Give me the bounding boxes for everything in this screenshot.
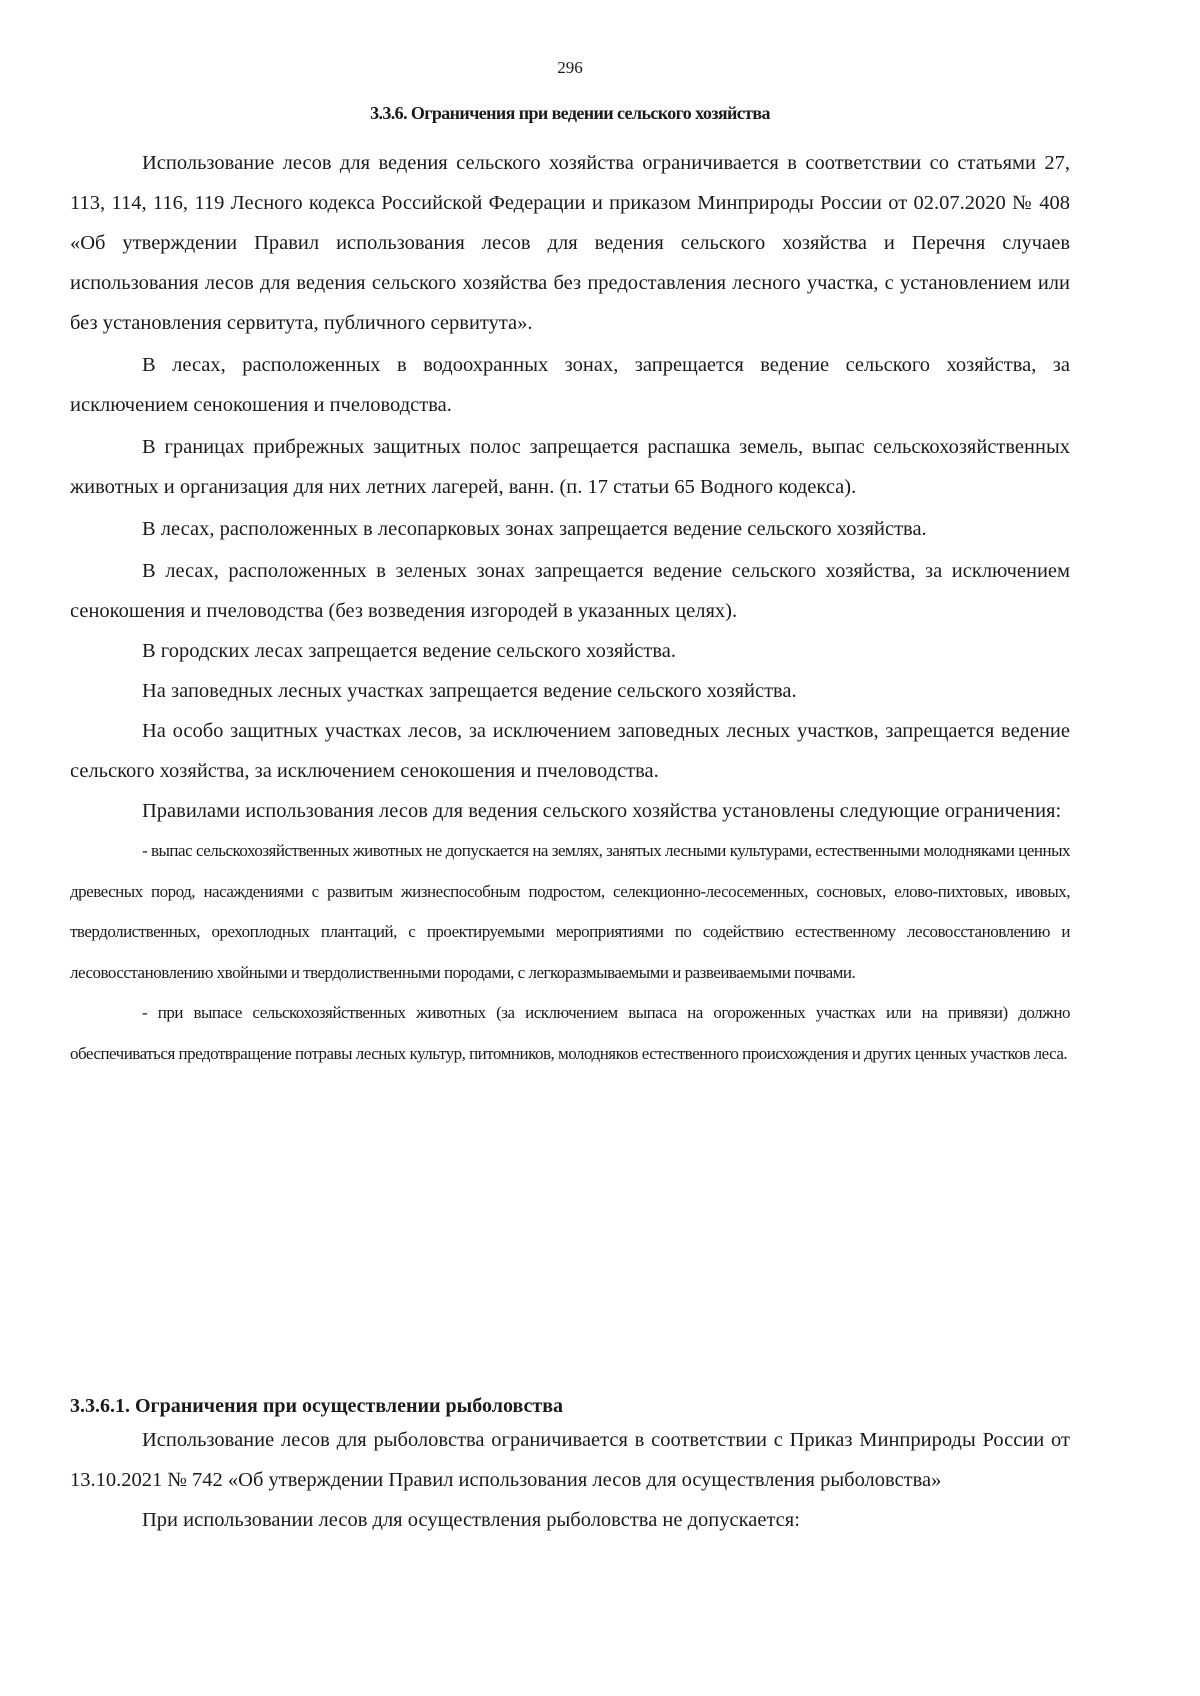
- section-body: [70, 143, 1070, 1074]
- page-number: 296: [557, 58, 583, 77]
- paragraph: В лесах, расположенных в зеленых зонах запрещается ведение сельского хозяйства, за исключением сенокошения и пчеловодства (без возведения изгородей в указанных целях).: [70, 560, 1070, 622]
- list-item: - выпас сельскохозяйственных животных не допускается на землях, занятых лесными культурами, естественными молодняками ценных древесных пород, насаждениями с развитым жизнеспособным подростом, селекционно-лесосеменных, сосновых, елово-пихтовых, ивовых, твердолиственных, орехоплодных плантаций, с проектируемыми мероприятиями по содействию естественному лесовосстановлению и лесовосстановлению хвойными и твердолиственными породами, с легкоразмываемыми и развеиваемыми почвами.: [70, 841, 1070, 982]
- paragraph: Использование лесов для ведения сельского хозяйства ограничивается в соответствии со статьями 27, 113, 114, 116, 119 Лесного кодекса Российской Федерации и приказом Минприроды России от 02.07.2020 № 408 «Об утверждении Правил использования лесов для ведения сельского хозяйства и Перечня случаев использования лесов для ведения сельского хозяйства без предоставления лесного участка, с установлением или без установления сервитута, публичного сервитута».: [70, 152, 1070, 334]
- paragraph: Правилами использования лесов для ведения сельского хозяйства установлены следующие ограничения:: [142, 800, 1062, 822]
- list-item: - при выпасе сельскохозяйственных животных (за исключением выпаса на огороженных участках или на привязи) должно обеспечиваться предотвращение потравы лесных культур, питомников, молодняков естественного происхождения и других ценных участков леса.: [70, 1003, 1070, 1063]
- document-page: [70, 0, 1070, 1696]
- paragraph: В городских лесах запрещается ведение сельского хозяйства.: [142, 640, 677, 662]
- paragraph: На особо защитных участках лесов, за исключением заповедных лесных участков, запрещается ведение сельского хозяйства, за исключением сенокошения и пчеловодства.: [70, 720, 1070, 782]
- section-title: 3.3.6. Ограничения при ведении сельского хозяйства: [370, 103, 770, 123]
- subsection-body: [70, 1420, 1070, 1540]
- paragraph: В лесах, расположенных в лесопарковых зонах запрещается ведение сельского хозяйства.: [142, 518, 927, 540]
- paragraph: В лесах, расположенных в водоохранных зонах, запрещается ведение сельского хозяйства, за исключением сенокошения и пчеловодства.: [70, 354, 1070, 416]
- paragraph: Использование лесов для рыболовства ограничивается в соответствии с Приказ Минприроды России от 13.10.2021 № 742 «Об утверждении Правил использования лесов для осуществления рыболовства»: [70, 1429, 1070, 1491]
- paragraph: На заповедных лесных участках запрещается ведение сельского хозяйства.: [142, 680, 797, 702]
- paragraph: В границах прибрежных защитных полос запрещается распашка земель, выпас сельскохозяйственных животных и организация для них летних лагерей, ванн. (п. 17 статьи 65 Водного кодекса).: [70, 436, 1070, 498]
- paragraph: При использовании лесов для осуществления рыболовства не допускается:: [142, 1509, 800, 1531]
- subsection-title: 3.3.6.1. Ограничения при осуществлении рыболовства: [70, 1395, 564, 1417]
